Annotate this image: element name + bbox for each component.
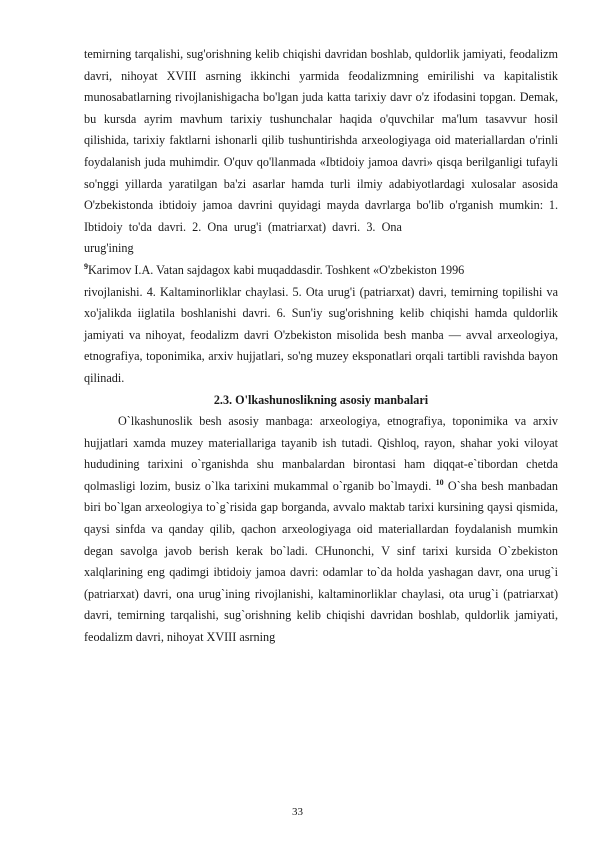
paragraph-1 xyxy=(84,44,558,390)
footnote-text: Karimov I.A. Vatan sajdagox kabi muqaddasdir. Toshkent «O'zbekiston 1996 xyxy=(88,262,465,277)
section-heading: 2.3. O'lkashunoslikning asosiy manbalari xyxy=(213,392,429,407)
footnote-marker-9: 9 xyxy=(84,261,88,271)
paragraph-2-continuation: O`sha besh manbadan biri bo`lgan arxeologiya to`g`risida gap borganda, avvalo maktab tarixi kursining qaysi qismida, qaysi sinfda va qanday qilib, qachon arxeologiyaga oid materiallardan foydalanish mumkin degan savolga javob berish kerak bo`ladi. CHunonchi, V sinf tarixi kursida O`zbekiston xalqlarining eng qadimgi ibtidoiy jamoa davri: odamlar to`da holda yashagan davr, ona urug`i (patriarxat) davri, ona urug`ining rivojlanishi, kaltaminorliklar chaylasi, ota urug`i (patriarxat) davri, temirning tarqalishi, sug`orishning kelib chiqishi davridan boshlab, quldorlik jamiyati, feodalizm davri, nihoyat XVIII asrning xyxy=(84,478,558,645)
page-number: 33 xyxy=(292,806,303,818)
document-body xyxy=(84,44,558,649)
paragraph-1-continuation: rivojlanishi. 4. Kaltaminorliklar chaylasi. 5. Ota urug'i (patriarxat) davri, temirning topilishi va xo'jalikda iiglatila boshlanishi davri. 6. Sun'iy sug'orishning kelib chiqishi hamda quldorlik jamiyati va nihoyat, feodalizm davri O'zbekiston misolida besh manba — avval arxeologiya, etnografiya, toponimika, arxiv hujjatlari, so'ng muzey eksponatlari orqali tartibli ravishda bayon qilinadi. xyxy=(84,284,558,385)
footnote-marker-10: 10 xyxy=(435,477,444,487)
split-word: urug'ining xyxy=(84,241,134,256)
paragraph-2-text: O`lkashunoslik besh asosiy manbaga: arxeologiya, etnografiya, toponimika va arxiv hujjatlari xamda muzey materiallariga tayanib ish tutadi. Qishloq, rayon, shahar yoki viloyat hududining tarixini o`rganishda shu manbalardan birontasi ham diqqat-e`tibordan chetda qolmasligi lozim, busiz o`lka tarixini mukammal o`rganib bo`lmaydi. xyxy=(84,414,558,493)
inline-footnote xyxy=(84,260,558,282)
paragraph-2 xyxy=(84,411,558,649)
paragraph-1-text: temirning tarqalishi, sug'orishning kelib chiqishi davridan boshlab, quldorlik jamiyati, feodalizm davri, nihoyat XVIII asrning ikkinchi yarmida feodalizmning emirilishi va kapitalistik munosabatlarning rivojlanishigacha bo'lgan juda katta tarixiy davr o'z ifodasini topgan. Demak, bu kursda ayrim mavhum tarixiy tushunchalar haqida o'quvchilar ma'lum tasavvur hosil qilishida, tarixiy faktlarni ishonarli qilib tushuntirishda arxeologiyaga oid materiallardan o'rinli foydalanish juda muhimdir. O'quv qo'llanmada «Ibtidoiy jamoa davri» qisqa berilganligi tufayli so'nggi yillarda yaratilgan ba'zi asarlar hamda turli ilmiy adabiyotlardagi xulosalar asosida O'zbekistonda ibtidoiy jamoa davrini quyidagi mayda davrlarga bo'lib o'rganish mumkin: 1. Ibtidoiy to'da davri. 2. Ona urug'i (matriarxat) davri. 3. Ona xyxy=(84,47,558,234)
